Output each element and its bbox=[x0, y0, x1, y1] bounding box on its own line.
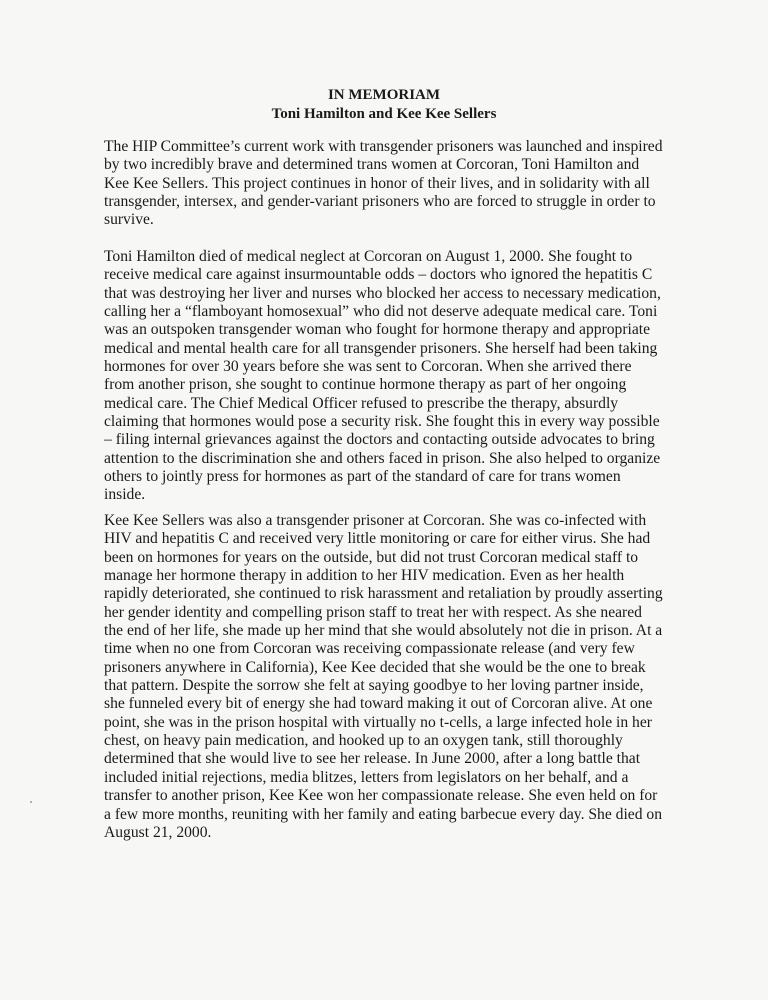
page-title: IN MEMORIAM bbox=[327, 87, 441, 103]
scan-speck bbox=[30, 801, 32, 803]
paragraph-kee-kee-sellers: Kee Kee Sellers was also a transgender prisoner at Corcoran. She was co-infected with HIV and hepatitis C and received very little monitoring or care for either virus. She had been on hormones for years on the outside, but did not trust Corcoran medical staff to manage her hormone therapy in addition to her HIV medication. Even as her health rapidly deteriorated, she continued to risk harassment and retaliation by proudly asserting her gender identity and compelling prison staff to treat her with respect. As she neared the end of her life, she made up her mind that she would absolutely not die in prison. At a time when no one from Corcoran was receiving compassionate release (and very few prisoners anywhere in California), Kee Kee decided that she would be the one to break that pattern. Despite the sorrow she felt at saying goodbye to her loving partner inside, she funneled every bit of energy she had toward making it out of Corcoran alive. At one point, she was in the prison hospital with virtually no t-cells, a large infected hole in her chest, on heavy pain medication, and hooked up to an oxygen tank, still thoroughly determined that she would live to see her release. In June 2000, after a long battle that included initial rejections, media blitzes, letters from legislators on her behalf, and a transfer to another prison, Kee Kee won her compassionate release. She even held on for a few more months, reuniting with her family and eating barbecue every day. She died on August 21, 2000. bbox=[104, 512, 663, 841]
page-subtitle: Toni Hamilton and Kee Kee Sellers bbox=[271, 106, 497, 122]
paragraph-toni-hamilton: Toni Hamilton died of medical neglect at Corcoran on August 1, 2000. She fought to receive medical care against insurmountable odds – doctors who ignored the hepatitis C that was destroying her liver and nurses who blocked her access to necessary medication, calling her a “flamboyant homosexual” who did not deserve adequate medical care. Toni was an outspoken transgender woman who fought for hormone therapy and appropriate medical and mental health care for all transgender prisoners. She herself had been taking hormones for over 30 years before she was sent to Corcoran. When she arrived there from another prison, she sought to continue hormone therapy as part of her ongoing medical care. The Chief Medical Officer refused to prescribe the therapy, absurdly claiming that hormones would pose a security risk. She fought this in every way possible – filing internal grievances against the doctors and contacting outside advocates to bring attention to the discrimination she and others faced in prison. She also helped to organize others to jointly press for hormones as part of the standard of care for trans women inside. bbox=[104, 248, 661, 504]
paragraph-intro: The HIP Committee’s current work with transgender prisoners was launched and inspired by two incredibly brave and determined trans women at Corcoran, Toni Hamilton and Kee Kee Sellers. This project continues in honor of their lives, and in solidarity with all transgender, intersex, and gender-variant prisoners who are forced to struggle in order to survive. bbox=[104, 138, 663, 229]
